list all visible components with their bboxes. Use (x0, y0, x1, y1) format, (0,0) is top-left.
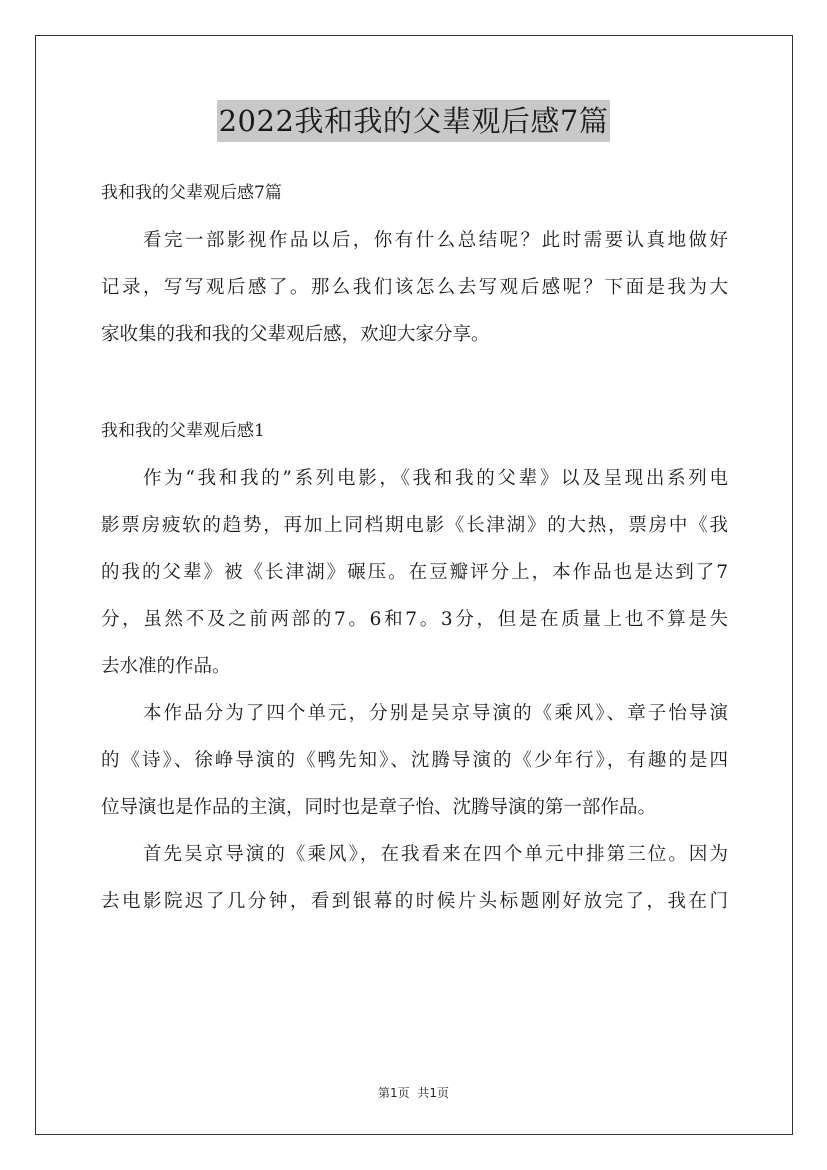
document-body (101, 170, 728, 925)
paragraph-line: 的《诗》、徐峥导演的《鸭先知》、沈腾导演的《少年行》，有趣的是四 (101, 750, 728, 771)
paragraph-1 (101, 455, 728, 690)
section-spacer (101, 358, 728, 408)
section-heading: 我和我的父辈观后感1 (101, 421, 265, 441)
paragraph-3 (101, 831, 728, 925)
paragraph-line: 本作品分为了四个单元，分别是吴京导演的《乘风》、章子怡导演 (143, 703, 728, 724)
intro-line: 记录，写写观后感了。那么我们该怎么去写观后感呢？下面是我为大 (101, 277, 728, 298)
document-title: 2022我和我的父辈观后感7篇 (217, 100, 611, 142)
paragraph-line: 去电影院迟了几分钟，看到银幕的时候片头标题刚好放完了，我在门 (101, 891, 728, 912)
paragraph-line: 影票房疲软的趋势，再加上同档期电影《长津湖》的大热，票房中《我 (101, 515, 728, 536)
paragraph-line: 分，虽然不及之前两部的7。6和7。3分，但是在质量上也不算是失 (101, 609, 728, 630)
paragraph-line: 去水准的作品。 (101, 656, 231, 677)
document-subtitle: 我和我的父辈观后感7篇 (101, 183, 282, 203)
paragraph-line: 作为“我和我的”系列电影，《我和我的父辈》以及呈现出系列电 (143, 468, 728, 489)
page-footer (0, 1084, 827, 1101)
page-total: 共1页 (417, 1086, 450, 1100)
intro-line: 家收集的我和我的父辈观后感，欢迎大家分享。 (101, 324, 490, 345)
paragraph-line: 位导演也是作品的主演，同时也是章子怡、沈腾导演的第一部作品。 (101, 797, 657, 818)
intro-line: 看完一部影视作品以后，你有什么总结呢？此时需要认真地做好 (143, 230, 728, 251)
paragraph-line: 的我的父辈》被《长津湖》碾压。在豆瓣评分上，本作品也是达到了7 (101, 562, 728, 583)
title-wrap (0, 100, 827, 142)
intro-paragraph (101, 217, 728, 358)
page-number: 第1页 (377, 1086, 410, 1100)
paragraph-2 (101, 690, 728, 831)
paragraph-line: 首先吴京导演的《乘风》，在我看来在四个单元中排第三位。因为 (143, 844, 728, 865)
